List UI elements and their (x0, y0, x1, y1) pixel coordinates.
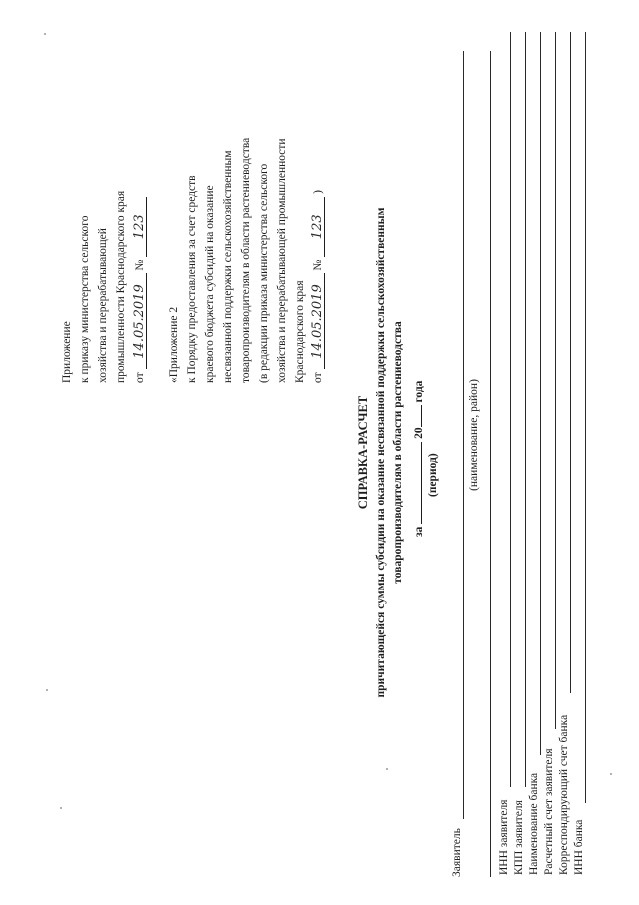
attachment-line: Краснодарского края (294, 280, 306, 383)
scan-speck (46, 689, 48, 691)
requisite-label-bank-name: Наименование банка (528, 772, 540, 875)
year-prefix: 20 (413, 427, 425, 439)
za-label: за (413, 526, 425, 537)
period-caption: (период) (427, 453, 439, 497)
attachment-line: (в редакции приказа министерства сельского (258, 163, 270, 383)
appendix-line: хозяйства и перерабатывающей (97, 228, 109, 383)
attachment-line: несвязанной поддержки сельскохозяйственным (222, 150, 234, 383)
period-line (410, 381, 426, 537)
document-heading: СПРАВКА-РАСЧЕТ (356, 395, 370, 510)
document-title-line: причитающейся суммы субсидии на оказание несвязанной поддержки сельскохозяйственным (375, 207, 387, 698)
document-title-line: товаропроизводителям в области растениеводства (392, 321, 404, 584)
scan-speck (44, 33, 46, 35)
from-label: от (134, 372, 146, 383)
appendix-line: промышленности Краснодарского края (115, 190, 127, 383)
applicant-field-line (463, 51, 464, 819)
appendix-line: к приказу министерства сельского (79, 215, 91, 383)
requisite-label-bank-inn: ИНН банка (573, 819, 585, 875)
requisite-field-line (540, 32, 541, 755)
year-blank (410, 405, 422, 427)
appendix-number-handwritten: 123 (134, 197, 147, 257)
number-sign: № (134, 259, 146, 271)
appendix-date-line (134, 197, 147, 383)
applicant-label: Заявитель (451, 828, 463, 877)
requisite-label-settlement-account: Расчетный счет заявителя (543, 748, 555, 875)
attachment-number-handwritten: 123 (312, 197, 325, 257)
attachment-line: «Приложение 2 (168, 306, 180, 383)
closing-paren: ) (312, 190, 324, 194)
scan-speck (60, 807, 62, 809)
requisite-label-kpp: КПП заявителя (513, 800, 525, 875)
requisite-field-line (555, 32, 556, 729)
applicant-caption: (наименование, район) (468, 379, 480, 491)
requisite-field-line (525, 32, 526, 787)
requisites-top-line (490, 51, 491, 877)
scan-speck (610, 773, 612, 775)
period-blank (410, 442, 422, 524)
requisite-field-line (510, 32, 511, 787)
number-sign: № (312, 259, 324, 271)
requisite-label-inn: ИНН заявителя (498, 799, 510, 875)
requisite-label-correspondent-account: Корреспондирующий счет банка (558, 714, 570, 875)
attachment-line: товаропроизводителям в области растениеводства (240, 137, 252, 383)
attachment-date-line (312, 190, 325, 383)
requisite-field-line (585, 32, 586, 803)
attachment-line: краевого бюджета субсидий на оказание (204, 185, 216, 383)
appendix-line: Приложение (61, 321, 73, 383)
attachment-date-handwritten: 14.05.2019 (312, 274, 325, 370)
from-label: от (312, 372, 324, 383)
attachment-line: к Порядку предоставления за счет средств (186, 175, 198, 383)
appendix-date-handwritten: 14.05.2019 (134, 274, 147, 370)
requisite-field-line (570, 32, 571, 693)
year-suffix: года (413, 380, 425, 403)
attachment-line: хозяйства и перерабатывающей промышленности (276, 138, 288, 383)
